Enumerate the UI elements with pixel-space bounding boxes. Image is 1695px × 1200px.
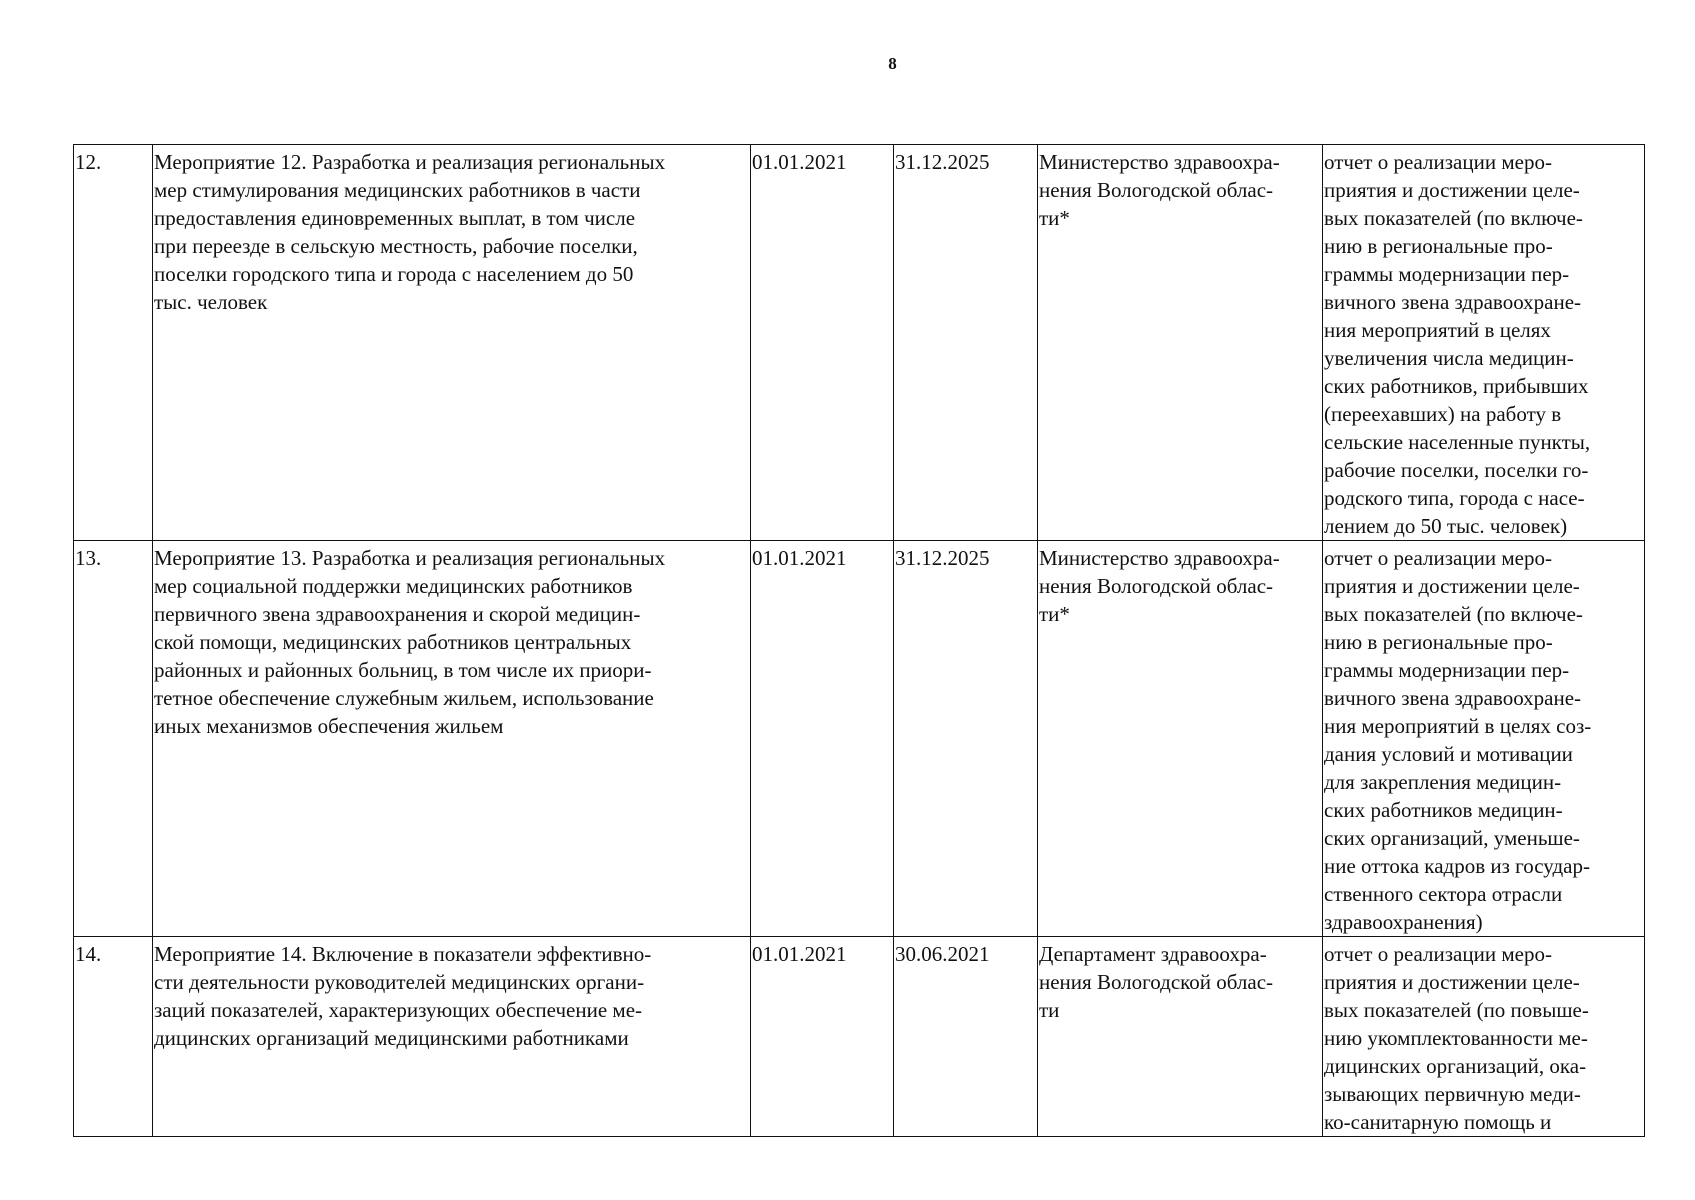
expected-result: [1323, 145, 1645, 541]
text-line: Департамент здравоохра-: [1039, 942, 1267, 966]
text-line: первичного звена здравоохранения и скорой медицин-: [154, 602, 641, 626]
table-row: [74, 145, 1645, 541]
text-line: родского типа, города с насе-: [1324, 486, 1585, 510]
row-number: 14.: [74, 937, 153, 1137]
text-line: нию укомплектованности ме-: [1324, 1026, 1588, 1050]
expected-result: [1323, 937, 1645, 1137]
text-line: при переезде в сельскую местность, рабочие поселки,: [154, 234, 638, 258]
text-line: здравоохранения): [1324, 910, 1483, 934]
text-line: нения Вологодской облас-: [1039, 178, 1274, 202]
text-line: ко-санитарную помощь и: [1324, 1110, 1552, 1134]
event-description: [153, 937, 751, 1137]
text-line: граммы модернизации пер-: [1324, 262, 1570, 286]
text-line: Мероприятие 14. Включение в показатели эффективно-: [154, 942, 652, 966]
text-line: ти*: [1039, 602, 1070, 626]
text-line: ния мероприятий в целях соз-: [1324, 714, 1592, 738]
event-description: [153, 541, 751, 937]
text-line: ской помощи, медицинских работников центральных: [154, 630, 632, 654]
text-line: зывающих первичную меди-: [1324, 1082, 1581, 1106]
end-date: 30.06.2021: [894, 937, 1038, 1137]
text-line: вичного звена здравоохране-: [1324, 686, 1582, 710]
event-description: [153, 145, 751, 541]
text-line: ственного сектора отрасли: [1324, 882, 1563, 906]
text-line: дицинских организаций медицинскими работниками: [154, 1026, 629, 1050]
start-date: 01.01.2021: [751, 937, 894, 1137]
text-line: ние оттока кадров из государ-: [1324, 854, 1590, 878]
end-date: 31.12.2025: [894, 145, 1038, 541]
text-line: ских организаций, уменьше-: [1324, 826, 1580, 850]
text-line: Мероприятие 13. Разработка и реализация региональных: [154, 546, 666, 570]
start-date: 01.01.2021: [751, 541, 894, 937]
page-number: 8: [888, 54, 897, 73]
text-line: районных и районных больниц, в том числе их приори-: [154, 658, 652, 682]
text-line: приятия и достижении целе-: [1324, 970, 1580, 994]
responsible-executor: [1038, 145, 1323, 541]
text-line: отчет о реализации меро-: [1324, 942, 1552, 966]
text-line: дания условий и мотивации: [1324, 742, 1573, 766]
text-line: предоставления единовременных выплат, в том числе: [154, 206, 636, 230]
text-line: для закрепления медицин-: [1324, 770, 1562, 794]
text-line: поселки городского типа и города с населением до 50: [154, 262, 634, 286]
text-line: ния мероприятий в целях: [1324, 318, 1551, 342]
text-line: вых показателей (по повыше-: [1324, 998, 1589, 1022]
text-line: Министерство здравоохра-: [1039, 150, 1280, 174]
text-line: тыс. человек: [154, 290, 268, 314]
responsible-executor: [1038, 937, 1323, 1137]
text-line: заций показателей, характеризующих обеспечение ме-: [154, 998, 643, 1022]
text-line: ских работников медицин-: [1324, 798, 1563, 822]
text-line: граммы модернизации пер-: [1324, 658, 1570, 682]
table-row: [74, 541, 1645, 937]
expected-result: [1323, 541, 1645, 937]
text-line: нию в региональные про-: [1324, 630, 1553, 654]
end-date: 31.12.2025: [894, 541, 1038, 937]
row-number: 13.: [74, 541, 153, 937]
text-line: тетное обеспечение служебным жильем, использование: [154, 686, 654, 710]
text-line: приятия и достижении целе-: [1324, 574, 1580, 598]
text-line: отчет о реализации меро-: [1324, 546, 1552, 570]
text-line: сельские населенные пункты,: [1324, 430, 1591, 454]
text-line: (переехавших) на работу в: [1324, 402, 1562, 426]
text-line: иных механизмов обеспечения жильем: [154, 714, 504, 738]
text-line: рабочие поселки, поселки го-: [1324, 458, 1589, 482]
text-line: нения Вологодской облас-: [1039, 970, 1274, 994]
responsible-executor: [1038, 541, 1323, 937]
text-line: мер стимулирования медицинских работников в части: [154, 178, 641, 202]
row-number: 12.: [74, 145, 153, 541]
text-line: приятия и достижении целе-: [1324, 178, 1580, 202]
text-line: нения Вологодской облас-: [1039, 574, 1274, 598]
text-line: дицинских организаций, ока-: [1324, 1054, 1587, 1078]
text-line: ти*: [1039, 206, 1070, 230]
table-row: [74, 937, 1645, 1137]
text-line: ских работников, прибывших: [1324, 374, 1589, 398]
text-line: лением до 50 тыс. человек): [1324, 514, 1568, 538]
text-line: нию в региональные про-: [1324, 234, 1553, 258]
text-line: вичного звена здравоохране-: [1324, 290, 1582, 314]
text-line: отчет о реализации меро-: [1324, 150, 1552, 174]
text-line: вых показателей (по включе-: [1324, 206, 1583, 230]
text-line: вых показателей (по включе-: [1324, 602, 1583, 626]
start-date: 01.01.2021: [751, 145, 894, 541]
text-line: сти деятельности руководителей медицинских органи-: [154, 970, 645, 994]
text-line: Мероприятие 12. Разработка и реализация региональных: [154, 150, 666, 174]
text-line: мер социальной поддержки медицинских работников: [154, 574, 633, 598]
text-line: увеличения числа медицин-: [1324, 346, 1574, 370]
text-line: ти: [1039, 998, 1060, 1022]
measures-table: [73, 144, 1645, 1137]
text-line: Министерство здравоохра-: [1039, 546, 1280, 570]
